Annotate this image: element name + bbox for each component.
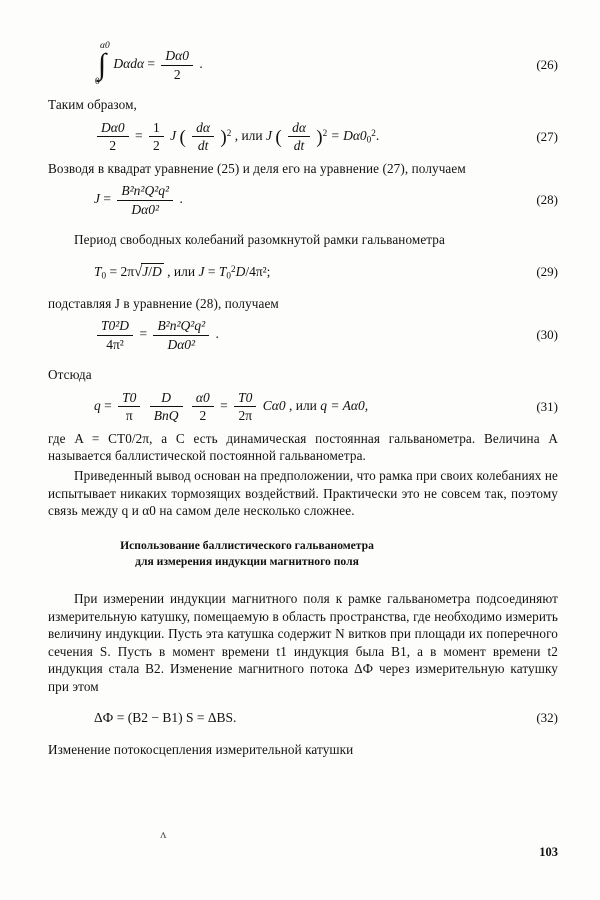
eq27-j2: J (266, 127, 272, 143)
equation-30-number: (30) (536, 327, 558, 343)
eq26-integrand: Dαdα (113, 56, 145, 72)
eq26-numerator: Dα0 (161, 48, 193, 66)
eq28-denominator: Dα0² (131, 201, 160, 217)
eq31-f1-num: T0 (118, 390, 140, 408)
eq31-f2-den: BnQ (153, 408, 179, 424)
eq27-derivative (192, 120, 214, 154)
equation-29-number: (29) (536, 263, 558, 279)
eq27-power: 2 (226, 127, 232, 138)
paragraph-section-intro: При измерении индукции магнитного поля к рамке гальванометра подсоединяют измерительную катушку, помещаемую в область пространства, где необходимо измерить величину индукции. Пусть эта катушка содержит N витков при площади их поперечного сечения S. Пусть в момент времени t1 индукция была B1, а в момент времени t2 индукция стала B2. Изменение магнитного потока ΔФ через измерительную катушку при этом (48, 591, 558, 694)
eq31-fraction-1 (118, 390, 140, 424)
eq30-left-num: T0²D (97, 318, 133, 336)
eq27-paren2-open: ( (275, 126, 282, 148)
integral-upper-limit: α0 (100, 41, 110, 52)
equation-32-number: (32) (536, 710, 558, 726)
eq30-equals: = (139, 326, 148, 342)
eq31-f4-num: T0 (234, 390, 256, 408)
eq26-denominator: 2 (173, 66, 181, 82)
equation-26 (48, 41, 558, 88)
equation-27 (48, 120, 558, 154)
paragraph-period: Период свободных колебаний разомкнутой рамки гальванометра (74, 232, 445, 248)
paragraph-final: Изменение потокосцепления измерительной катушки (48, 742, 354, 758)
paragraph-hence: Отсюда (48, 367, 92, 383)
eq29-separator: , или (167, 263, 196, 279)
page-number: 103 (539, 845, 558, 859)
section-subheading (82, 538, 412, 570)
eq30-tail: . (215, 326, 219, 342)
eq31-fraction-3 (192, 390, 214, 424)
eq26-equals: = (147, 56, 156, 72)
eq27-d-den: dt (197, 138, 209, 154)
eq29-text-a: $T_0 = 2\pi√J/D$ (94, 263, 162, 281)
eq30-right-den: Dα0² (167, 336, 196, 352)
eq27-j1: J (170, 127, 177, 143)
integral-lower-limit: 0 (95, 77, 100, 88)
eq27-separator: , или (234, 127, 263, 143)
equation-32-body: ΔФ = (B2 − B1) S = ΔBS. (94, 710, 237, 726)
eq31-fraction-4 (234, 390, 256, 424)
eq27-d2-num: dα (288, 120, 310, 138)
eq31-f3-num: α0 (192, 390, 214, 408)
eq28-lhs: J (94, 191, 100, 207)
eq31-fraction-2 (150, 390, 183, 424)
equation-31-number: (31) (536, 398, 558, 414)
eq27-lhs-num: Dα0 (97, 120, 129, 138)
eq30-right-fraction (153, 318, 209, 352)
eq27-half-num: 1 (149, 120, 164, 138)
eq27-d2-den: dt (293, 138, 305, 154)
paragraph-where: где A = CT0/2π, а C есть динамическая постоянная гальванометра. Величина A называется баллистической постоянной гальванометра. (48, 430, 558, 464)
paragraph-conclusion: Приведенный вывод основан на предположении, что рамка при своих колебаниях не испытывает никаких тормозящих воздействий. Практически это не совсем так, поэтому связь между q и α0 на самом деле несколько сложнее. (48, 467, 558, 519)
eq26-tail: . (199, 56, 203, 72)
eq27-lhs-den: 2 (109, 138, 117, 154)
eq30-left-fraction (97, 318, 133, 352)
eq27-lhs-fraction (97, 120, 129, 154)
paragraph-squaring: Возводя в квадрат уравнение (25) и деля его на уравнение (27), получаем (48, 160, 466, 176)
eq28-numerator: B²n²Q²q² (117, 183, 173, 201)
eq31-f4-den: 2π (238, 408, 253, 424)
eq27-paren2-close: ) (316, 126, 323, 148)
eq27-equals-1: = (134, 127, 143, 143)
eq31-f1-den: π (125, 408, 133, 424)
subheading-line-1: Использование баллистического гальванометра (120, 538, 374, 552)
integral-symbol: α0 ∫ 0 (95, 41, 110, 88)
eq28-fraction (117, 183, 173, 217)
eq27-half (149, 120, 164, 154)
equation-29 (48, 255, 558, 289)
eq28-equals: = (103, 191, 111, 207)
paragraph-substitute: подставляя J в уравнение (28), получаем (48, 295, 279, 311)
eq28-tail: . (179, 191, 183, 207)
eq31-f2-num: D (150, 390, 183, 408)
eq29-text-b: $J = T_0^2D/4\pi^2$; (198, 263, 271, 281)
eq31-separator: , или (288, 397, 317, 413)
page-artifact-mark: ʌ (160, 826, 167, 841)
eq27-rhs: = Dα0 (330, 127, 367, 143)
page-content (48, 42, 558, 761)
eq26-fraction (161, 48, 193, 82)
subheading-line-2: для измерения индукции магнитного поля (135, 554, 359, 568)
equation-28-number: (28) (536, 192, 558, 208)
equation-29-body (94, 263, 270, 281)
eq27-half-den: 2 (152, 138, 160, 154)
eq27-tail: . (375, 127, 380, 143)
eq27-paren-close: ) (220, 126, 227, 148)
eq31-lhs: q (94, 397, 101, 413)
eq30-left-den: 4π² (106, 336, 124, 352)
paragraph-thus: Таким образом, (48, 97, 137, 113)
equation-26-body (94, 41, 203, 88)
equation-30-body (94, 318, 219, 352)
eq27-power-2: 2 (322, 127, 328, 138)
equation-28 (48, 183, 558, 217)
eq27-d-num: dα (192, 120, 214, 138)
equation-31 (48, 390, 558, 424)
eq31-equals-1: = (104, 397, 112, 413)
equation-32 (48, 701, 558, 735)
equation-31-body (94, 390, 368, 424)
eq27-paren-open: ( (179, 126, 186, 148)
eq31-tail-2: q = Aα0, (320, 397, 369, 413)
eq31-tail-1: Cα0 (262, 397, 286, 413)
eq31-f3-den: 2 (199, 408, 207, 424)
equation-27-body (94, 120, 379, 154)
equation-27-number: (27) (536, 128, 558, 144)
equation-30 (48, 318, 558, 352)
equation-28-body (94, 183, 183, 217)
eq27-rhs-power: 2 (371, 127, 376, 138)
eq27-rhs-sub: 0 (366, 133, 372, 144)
eq30-right-num: B²n²Q²q² (153, 318, 209, 336)
equation-26-number: (26) (536, 57, 558, 73)
eq31-equals-2: = (220, 397, 228, 413)
eq27-derivative-2 (288, 120, 310, 154)
